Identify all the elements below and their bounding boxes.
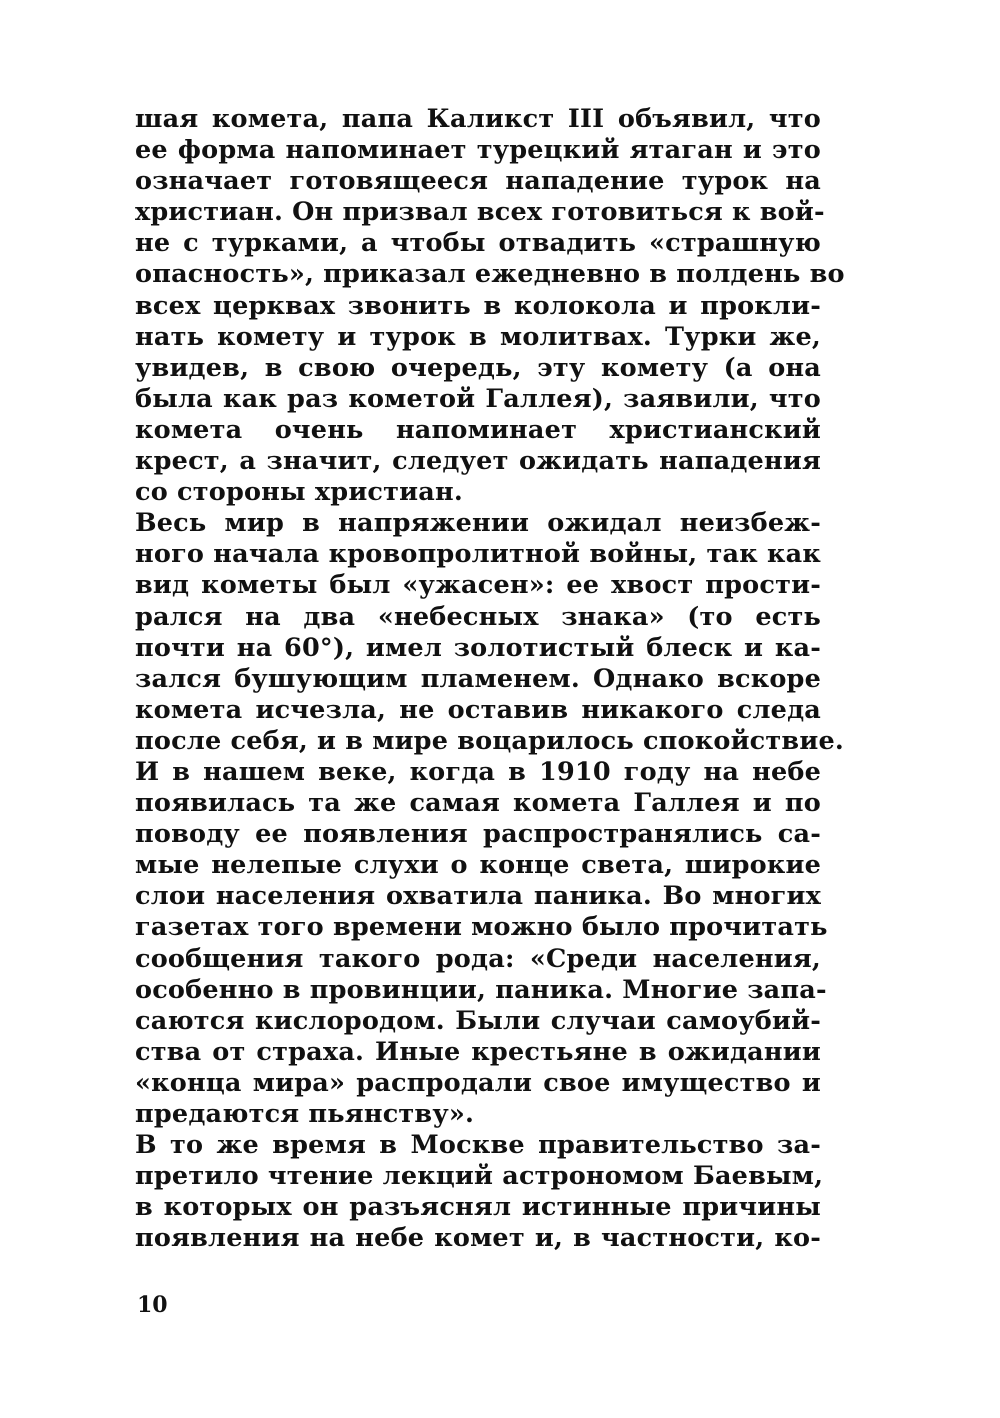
text-line: не с турками, а чтобы отвадить «страшную <box>135 228 821 259</box>
text-line: увидев, в свою очередь, эту комету (а она <box>135 352 821 383</box>
text-line: саются кислородом. Были случаи самоубий- <box>135 1005 821 1036</box>
text-line: сообщения такого рода: «Среди населения, <box>135 943 821 974</box>
text-line: была как раз кометой Галлея), заявили, что <box>135 383 821 414</box>
text-line: появления на небе комет и, в частности, ко- <box>135 1223 821 1254</box>
text-line: всех церквах звонить в колокола и прокли- <box>135 290 821 321</box>
body-text <box>135 104 845 1254</box>
text-line: вид кометы был «ужасен»: ее хвост прости- <box>135 570 821 601</box>
text-line: слои населения охватила паника. Во многих <box>135 881 821 912</box>
text-line: христиан. Он призвал всех готовиться к вой- <box>135 197 825 228</box>
text-line: шая комета, папа Каликст III объявил, что <box>135 104 821 134</box>
text-line: ства от страха. Иные крестьяне в ожидании <box>135 1036 821 1067</box>
text-line: почти на 60°), имел золотистый блеск и ка- <box>135 632 821 663</box>
text-line: поводу ее появления распространялись са- <box>135 819 821 850</box>
text-line: рался на два «небесных знака» (то есть <box>135 601 821 632</box>
text-line: претило чтение лекций астрономом Баевым, <box>135 1161 824 1192</box>
text-line: И в нашем веке, когда в 1910 году на небе <box>135 756 821 787</box>
text-line: особенно в провинции, паника. Многие запа- <box>135 974 827 1005</box>
text-line: означает готовящееся нападение турок на <box>135 166 821 197</box>
text-line: В то же время в Москве правительство за- <box>135 1130 821 1161</box>
text-line: комета исчезла, не оставив никакого следа <box>135 694 821 725</box>
text-line: ного начала кровопролитной войны, так как <box>135 539 821 570</box>
text-line: со стороны христиан. <box>135 477 463 508</box>
text-line: в которых он разъяснял истинные причины <box>135 1192 821 1223</box>
text-line: комета очень напоминает христианский <box>135 414 821 445</box>
text-line: зался бушующим пламенем. Однако вскоре <box>135 663 821 694</box>
text-line: крест, а значит, следует ожидать нападения <box>135 446 821 477</box>
text-line: мые нелепые слухи о конце света, широкие <box>135 850 821 881</box>
text-line: предаются пьянству». <box>135 1099 475 1129</box>
text-line: газетах того времени можно было прочитать <box>135 912 828 943</box>
page-number: 10 <box>137 1292 168 1318</box>
text-line: нать комету и турок в молитвах. Турки же, <box>135 321 821 352</box>
text-line: «конца мира» распродали свое имущество и <box>135 1067 821 1098</box>
text-line: ее форма напоминает турецкий ятаган и это <box>135 135 821 166</box>
text-line: появилась та же самая комета Галлея и по <box>135 788 821 819</box>
text-line: опасность», приказал ежедневно в полдень во <box>135 259 845 290</box>
text-line: Весь мир в напряжении ожидал неизбеж- <box>135 508 821 539</box>
text-line: после себя, и в мире воцарилось спокойствие. <box>135 725 844 756</box>
